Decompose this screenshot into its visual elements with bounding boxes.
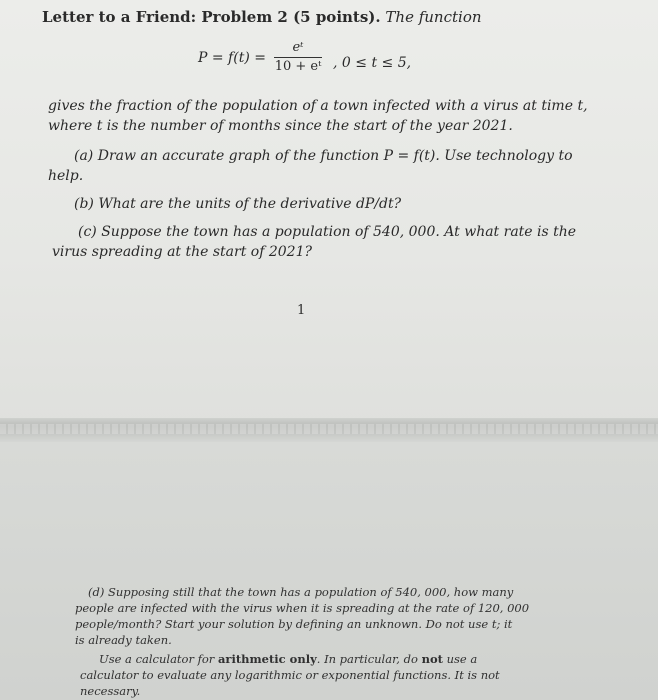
part-d-line-7: necessary. [80,684,141,698]
formula-lhs: P = f(t) = [198,50,266,66]
part-c-line-2: virus spreading at the start of 2021? [52,244,312,260]
arithmetic-only-emphasis: arithmetic only [217,652,317,666]
part-b: (b) What are the units of the derivative dP/dt? [74,196,402,212]
not-emphasis: not [421,652,443,666]
part-d-line-6: calculator to evaluate any logarithmic or exponential functions. It is not [80,668,500,682]
part-d-line-2: people are infected with the virus when it is spreading at the rate of 120, 000 [75,601,530,615]
part-d-line-1: (d) Supposing still that the town has a population of 540, 000, how many [88,585,514,599]
problem-title: Letter to a Friend: Problem 2 (5 points). [42,8,381,26]
page-number: 1 [297,303,306,318]
part-a-line-2: help. [48,168,84,184]
formula-domain: , 0 ≤ t ≤ 5, [333,55,412,71]
problem-lead: The function [385,8,482,26]
intro-line-2: where t is the number of months since the start of the year 2021. [48,118,513,134]
fraction-bar [274,57,322,58]
part-c-line-1: (c) Suppose the town has a population of 540, 000. At what rate is the [78,224,577,240]
formula-denominator: 10 + eᵗ [274,59,322,74]
part-d-line-5: Use a calculator for arithmetic only. In particular, do not use a [99,652,478,666]
part-d-line-3: people/month? Start your solution by defining an unknown. Do not use t; it [75,617,513,631]
problem-heading [42,8,482,26]
intro-line-1: gives the fraction of the population of a town infected with a virus at time t, [48,98,588,114]
part-a-line-1: (a) Draw an accurate graph of the function P = f(t). Use technology to [74,148,573,164]
formula-numerator: eᵗ [292,40,304,55]
part-d-line-4: is already taken. [75,633,172,647]
page-separator [0,418,658,442]
formula-fraction [274,40,322,75]
